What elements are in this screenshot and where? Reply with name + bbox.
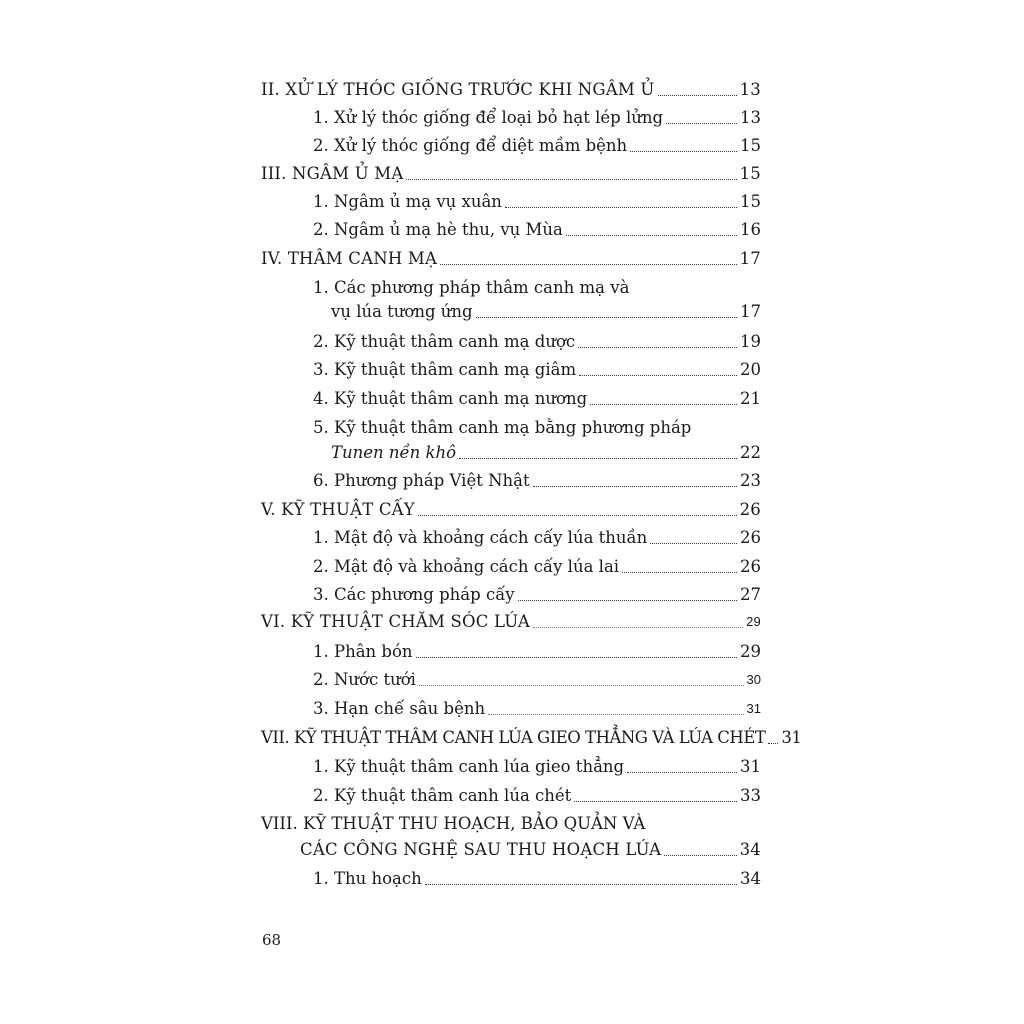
toc-page-number: 21	[740, 389, 761, 408]
dot-leader	[658, 95, 737, 96]
toc-entry-label: 2. Mật độ và khoảng cách cấy lúa lai	[313, 557, 620, 576]
toc-entry-7-1	[0, 751, 761, 777]
toc-entry-label: 2. Kỹ thuật thâm canh lúa chét	[313, 786, 572, 805]
toc-entry-6-3	[0, 693, 761, 719]
dot-leader	[664, 855, 736, 856]
dot-leader	[406, 179, 736, 180]
toc-entry-section-5	[0, 494, 761, 520]
dot-leader	[578, 347, 737, 348]
toc-entry-label: 1. Các phương pháp thâm canh mạ và	[313, 278, 630, 297]
toc-page-number: 22	[740, 443, 761, 462]
toc-page-number: 34	[739, 840, 761, 859]
toc-entry-5-1	[0, 522, 761, 548]
toc-entry-label: 1. Phân bón	[313, 642, 413, 661]
toc-entry-4-6	[0, 465, 761, 491]
dot-leader	[579, 375, 737, 376]
dot-leader	[627, 772, 737, 773]
toc-page-number: 26	[740, 528, 761, 547]
toc-entry-6-1	[0, 636, 761, 662]
toc-entry-section-6	[0, 606, 761, 632]
dot-leader	[425, 884, 737, 885]
toc-page-number: 15	[740, 192, 761, 211]
toc-entry-label: 3. Các phương pháp cấy	[313, 585, 515, 604]
dot-leader	[419, 685, 744, 686]
toc-entry-label: 2. Ngâm ủ mạ hè thu, vụ Mùa	[313, 220, 563, 239]
dot-leader	[476, 317, 737, 318]
toc-page-number: 17	[740, 302, 761, 321]
dot-leader	[488, 714, 743, 715]
toc-entry-label: 1. Kỹ thuật thâm canh lúa gieo thẳng	[313, 757, 625, 776]
toc-page-number: 23	[740, 471, 761, 490]
toc-entry-label: III. NGÂM Ủ MẠ	[261, 164, 404, 183]
toc-page-number: 26	[740, 557, 761, 576]
dot-leader	[518, 600, 737, 601]
toc-entry-label: VI. KỸ THUẬT CHĂM SÓC LÚA	[261, 612, 530, 631]
toc-entry-section-3	[0, 158, 761, 184]
dot-leader	[418, 515, 737, 516]
toc-entry-4-5-line1	[313, 412, 691, 438]
toc-entry-label: 2. Kỹ thuật thâm canh mạ dược	[313, 332, 576, 351]
toc-page-number: 27	[740, 585, 761, 604]
toc-entry-label: VII. KỸ THUẬT THÂM CANH LÚA GIEO THẲNG VÀ LÚA CHÉT	[261, 728, 766, 747]
toc-entry-7-2	[0, 780, 761, 806]
toc-entry-5-2	[0, 551, 761, 577]
toc-entry-section-7	[0, 722, 802, 748]
toc-entry-label: 2. Xử lý thóc giống để diệt mầm bệnh	[313, 136, 628, 155]
dot-leader	[416, 657, 737, 658]
dot-leader	[505, 207, 737, 208]
toc-page-number: 26	[739, 500, 761, 519]
toc-entry-label: 1. Xử lý thóc giống để loại bỏ hạt lép lửng	[313, 108, 664, 127]
toc-entry-4-2	[0, 326, 761, 352]
toc-entry-label: 5. Kỹ thuật thâm canh mạ bằng phương pháp	[313, 418, 692, 437]
toc-entry-4-1	[0, 296, 761, 322]
toc-entry-3-1	[0, 186, 761, 212]
toc-page-number: 31	[740, 757, 761, 776]
toc-entry-label: CÁC CÔNG NGHỆ SAU THU HOẠCH LÚA	[300, 840, 662, 859]
toc-entry-2-1	[0, 102, 761, 128]
toc-entry-label: 2. Nước tưới	[313, 670, 416, 689]
toc-entry-2-2	[0, 130, 761, 156]
toc-entry-4-1-line1	[313, 272, 629, 298]
toc-entry-4-3	[0, 354, 761, 380]
toc-entry-4-5	[0, 437, 761, 463]
toc-entry-label: 4. Kỹ thuật thâm canh mạ nương	[313, 389, 588, 408]
dot-leader	[459, 458, 737, 459]
toc-entry-6-2	[0, 664, 761, 690]
toc-entry-label: Tunen nền khô	[331, 443, 457, 462]
toc-entry-label: 3. Hạn chế sâu bệnh	[313, 699, 486, 718]
toc-entry-label: 1. Ngâm ủ mạ vụ xuân	[313, 192, 502, 211]
dot-leader	[666, 123, 737, 124]
dot-leader	[566, 235, 737, 236]
toc-page-number: 33	[740, 786, 761, 805]
toc-entry-3-2	[0, 214, 761, 240]
toc-page-number: 15	[739, 164, 761, 183]
toc-page-number: 15	[740, 136, 761, 155]
toc-entry-label: 6. Phương pháp Việt Nhật	[313, 471, 530, 490]
dot-leader	[533, 486, 737, 487]
toc-page-number: 20	[740, 360, 761, 379]
toc-page-number: 17	[739, 249, 761, 268]
dot-leader	[590, 404, 737, 405]
toc-entry-label: 1. Mật độ và khoảng cách cấy lúa thuần	[313, 528, 648, 547]
dot-leader	[574, 801, 737, 802]
dot-leader	[533, 627, 743, 628]
toc-page-number: 34	[740, 869, 761, 888]
toc-page-number: 31	[781, 728, 802, 747]
toc-page-number: 13	[740, 108, 761, 127]
toc-page-number: 13	[739, 80, 761, 99]
dot-leader	[768, 743, 778, 744]
toc-page-number: 19	[740, 332, 761, 351]
toc-entry-section-8	[0, 834, 761, 860]
toc-entry-label: VIII. KỸ THUẬT THU HOẠCH, BẢO QUẢN VÀ	[261, 814, 646, 833]
toc-entry-section-2	[0, 74, 761, 100]
toc-entry-label: IV. THÂM CANH MẠ	[261, 249, 438, 268]
toc-entry-section-4	[0, 243, 761, 269]
toc-entry-label: II. XỬ LÝ THÓC GIỐNG TRƯỚC KHI NGÂM Ủ	[261, 80, 655, 99]
toc-page-number: 30	[746, 672, 761, 687]
toc-entry-section-8-line1	[261, 808, 645, 834]
toc-page-number: 31	[746, 701, 761, 716]
toc-entry-8-1	[0, 863, 761, 889]
toc-page-number: 16	[740, 220, 761, 239]
dot-leader	[630, 151, 737, 152]
page-number: 68	[262, 931, 282, 949]
toc-page-number: 29	[746, 614, 761, 629]
dot-leader	[650, 543, 737, 544]
toc-entry-5-3	[0, 579, 761, 605]
dot-leader	[440, 264, 736, 265]
toc-entry-4-4	[0, 383, 761, 409]
toc-page-number: 29	[740, 642, 761, 661]
toc-entry-label: vụ lúa tương ứng	[331, 302, 473, 321]
toc-entry-label: 1. Thu hoạch	[313, 869, 422, 888]
dot-leader	[622, 572, 737, 573]
toc-entry-label: V. KỸ THUẬT CẤY	[261, 500, 415, 519]
toc-entry-label: 3. Kỹ thuật thâm canh mạ giâm	[313, 360, 577, 379]
